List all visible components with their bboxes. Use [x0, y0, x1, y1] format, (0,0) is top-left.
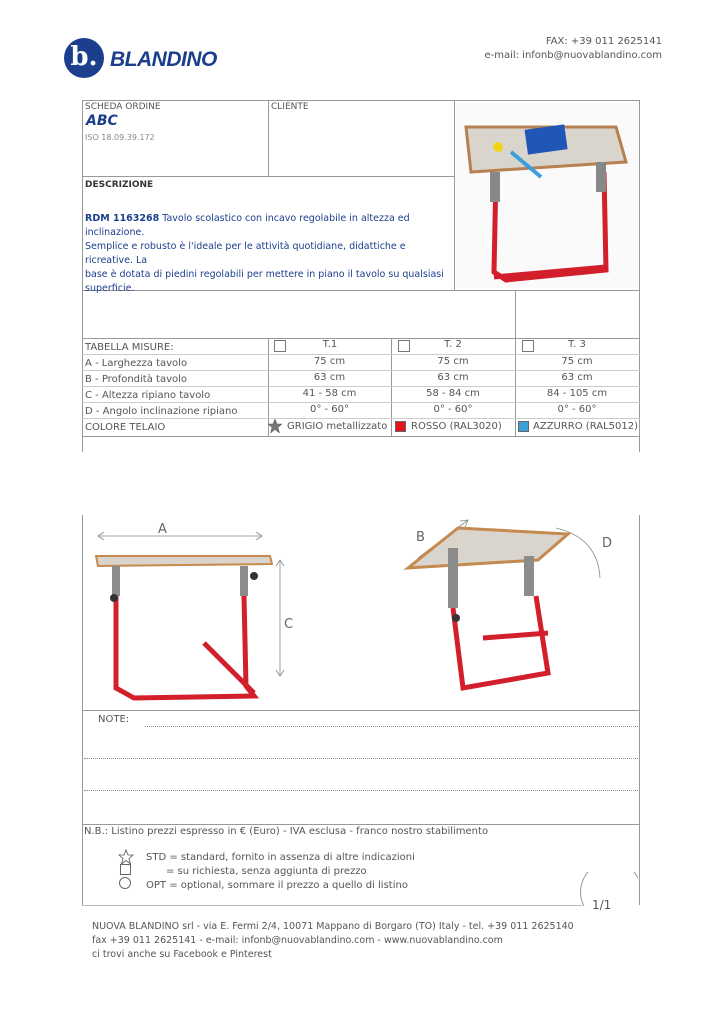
- measure-row-label: B - Profondità tavolo: [85, 374, 188, 385]
- description-line: Semplice e robusto è l'ideale per le attività quotidiane, didattiche e ricreative. La: [85, 241, 406, 266]
- measure-value: 84 - 105 cm: [546, 388, 608, 399]
- notes-line[interactable]: [84, 758, 638, 759]
- size-header: T.1: [322, 339, 338, 350]
- dimension-d-label: D: [602, 536, 613, 551]
- measure-value: 63 cm: [561, 372, 593, 383]
- dimension-a-label: A: [158, 522, 167, 537]
- measure-value: 41 - 58 cm: [302, 388, 357, 399]
- color-swatch-red[interactable]: [395, 421, 406, 432]
- measure-value: 0° - 60°: [433, 404, 473, 415]
- color-option-grey: GRIGIO metallizzato: [287, 421, 388, 432]
- frame-color-label: COLORE TELAIO: [85, 422, 166, 433]
- header-fax: FAX: +39 011 2625141: [545, 36, 662, 47]
- notes-line[interactable]: [145, 726, 638, 727]
- star-outline-icon: [118, 849, 134, 865]
- legend-request: = su richiesta, senza aggiunta di prezzo: [166, 866, 367, 877]
- rdm-code: RDM 1163268: [85, 213, 160, 224]
- color-option-blue: AZZURRO (RAL5012): [533, 421, 639, 432]
- description-line: Tavolo scolastico con incavo regolabile in altezza ed inclinazione.: [85, 213, 410, 238]
- color-swatch-blue[interactable]: [518, 421, 529, 432]
- measure-value: 75 cm: [437, 356, 469, 367]
- measure-value: 0° - 60°: [557, 404, 597, 415]
- measure-value: 75 cm: [561, 356, 593, 367]
- size-header: T. 3: [568, 339, 586, 350]
- measure-value: 75 cm: [313, 356, 346, 367]
- dimension-b-label: B: [416, 530, 425, 545]
- star-icon[interactable]: [267, 418, 283, 434]
- legend-optional: OPT = optional, sommare il prezzo a quello di listino: [146, 880, 408, 891]
- size-checkbox[interactable]: [398, 340, 410, 352]
- brand-name: BLANDINO: [110, 48, 217, 71]
- color-option-red: ROSSO (RAL3020): [411, 421, 502, 432]
- size-header: T. 2: [444, 339, 462, 350]
- footer-social: ci trovi anche su Facebook e Pinterest: [92, 949, 272, 960]
- square-outline-icon: [120, 864, 131, 875]
- order-label: SCHEDA ORDINE: [85, 102, 161, 112]
- measure-value: 58 - 84 cm: [426, 388, 480, 399]
- description-line: superficie.: [85, 283, 135, 294]
- dimension-c-label: C: [284, 617, 294, 632]
- table-diagram-front: [84, 518, 294, 708]
- size-checkbox[interactable]: [522, 340, 534, 352]
- footer-address: NUOVA BLANDINO srl - via E. Fermi 2/4, 10071 Mappano di Borgaro (TO) Italy - tel. +39 011 2625140: [92, 921, 574, 932]
- measure-value: 63 cm: [437, 372, 469, 383]
- client-label: CLIENTE: [271, 102, 309, 112]
- order-code: ABC: [86, 113, 118, 129]
- footer-contacts[interactable]: fax +39 011 2625141 - e-mail: infonb@nuovablandino.com - www.nuovablandino.com: [92, 935, 503, 946]
- header-email[interactable]: e-mail: infonb@nuovablandino.com: [484, 50, 662, 61]
- description-label: DESCRIZIONE: [85, 180, 154, 190]
- legend-standard: STD = standard, fornito in assenza di altre indicazioni: [146, 852, 415, 863]
- measure-row-label: D - Angolo inclinazione ripiano: [85, 406, 238, 417]
- page-number: 1/1: [592, 898, 612, 912]
- notes-line[interactable]: [84, 790, 638, 791]
- iso-code: ISO 18.09.39.172: [85, 133, 155, 142]
- notes-label: NOTE:: [98, 714, 130, 725]
- circle-outline-icon: [119, 877, 131, 889]
- measure-value: 63 cm: [313, 372, 346, 383]
- measure-row-label: A - Larghezza tavolo: [85, 358, 188, 369]
- description-text: [85, 212, 450, 296]
- brand-logo-icon: b.: [64, 38, 104, 78]
- product-photo: [456, 102, 638, 288]
- description-line: base è dotata di piedini regolabili per mettere in piano il tavolo su qualsiasi: [85, 269, 444, 280]
- size-checkbox[interactable]: [274, 340, 286, 352]
- price-note: N.B.: Listino prezzi espresso in € (Euro) - IVA esclusa - franco nostro stabilimento: [84, 826, 489, 837]
- measure-value: 0° - 60°: [309, 404, 350, 415]
- table-diagram-side: [398, 518, 608, 708]
- measures-title: TABELLA MISURE:: [85, 342, 174, 353]
- measure-row-label: C - Altezza ripiano tavolo: [85, 390, 211, 401]
